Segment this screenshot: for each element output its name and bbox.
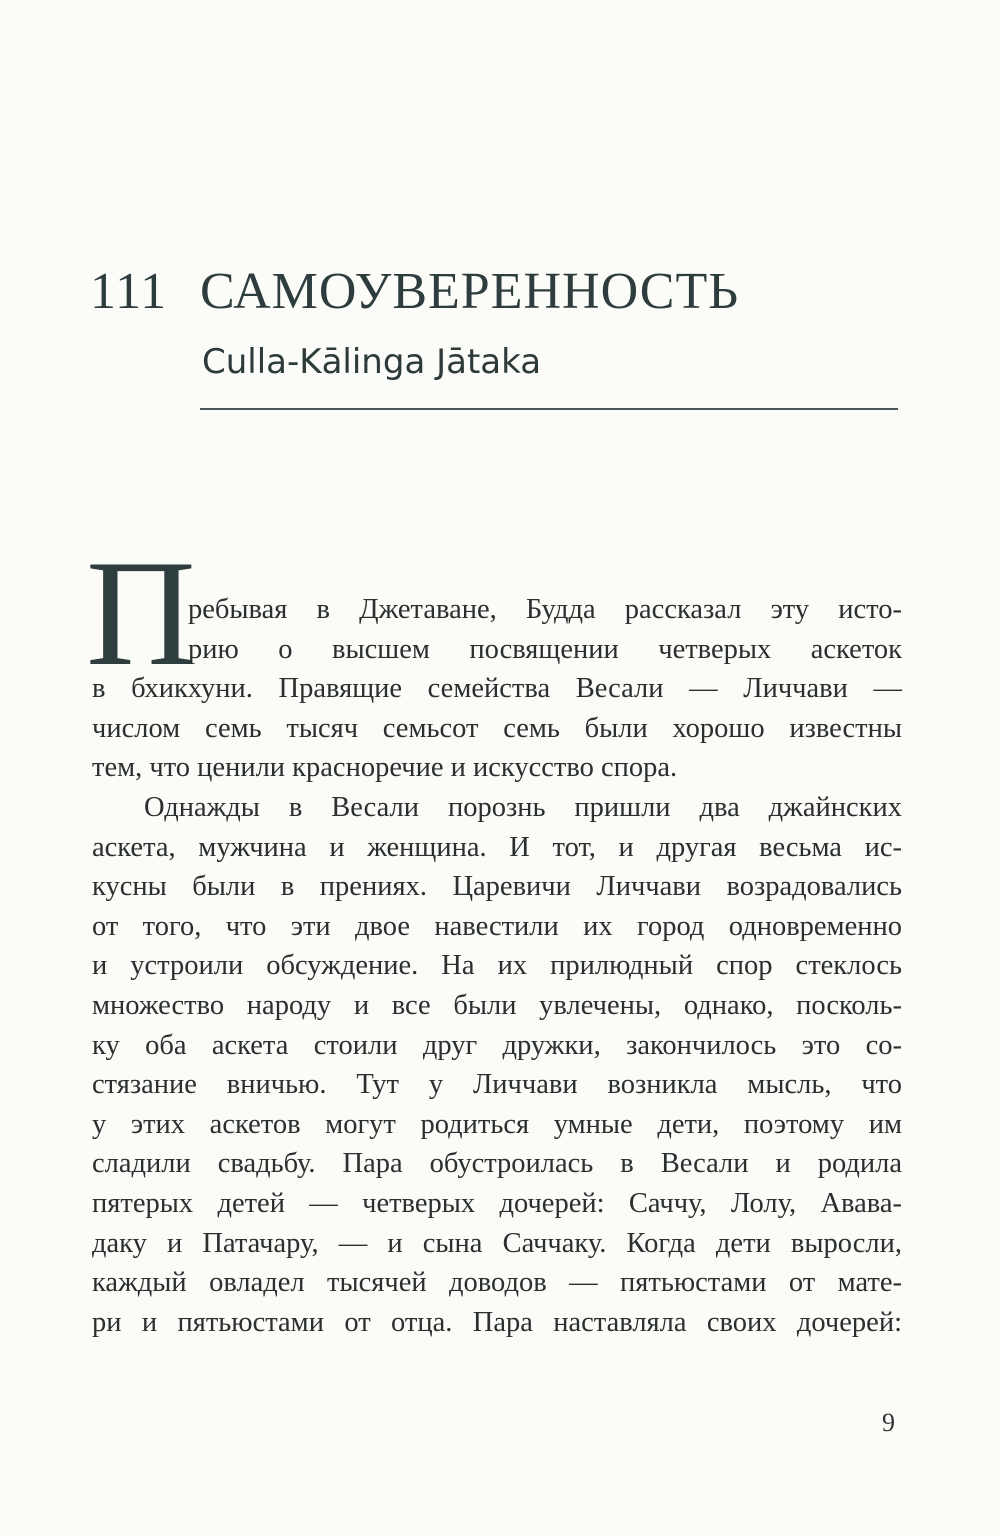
text-line: в бхикхуни. Правящие семейства Весали — Личчави — — [92, 673, 902, 705]
text-line: от того, что эти двое навестили их город одновременно — [92, 910, 902, 942]
text-line: даку и Патачару, — и сына Саччаку. Когда дети выросли, — [92, 1227, 902, 1259]
text-line: ребывая в Джетаване, Будда рассказал эту исто- — [188, 594, 902, 625]
text-line: ку оба аскета стоили друг дружки, закончилось это со- — [92, 1029, 902, 1061]
text-line: числом семь тысяч семьсот семь были хорошо известны — [92, 712, 902, 744]
body-text — [92, 590, 902, 1342]
text-line: множество народу и все были увлечены, однако, посколь- — [92, 989, 902, 1021]
title-divider — [200, 408, 898, 410]
text-line: тем, что ценили красноречие и искусство спора. — [92, 752, 678, 784]
text-line: и устроили обсуждение. На их прилюдный спор стеклось — [92, 950, 902, 982]
text-line: аскета, мужчина и женщина. И тот, и другая весьма ис- — [92, 831, 902, 863]
page-number: 9 — [882, 1408, 895, 1437]
chapter-title: САМОУВЕРЕННОСТЬ — [200, 263, 740, 320]
text-line: рию о высшем посвящении четверых аскеток — [188, 633, 902, 665]
chapter-subtitle: Culla-Kālinga Jātaka — [202, 342, 542, 382]
text-line: каждый овладел тысячей доводов — пятьюстами от мате- — [92, 1267, 902, 1299]
text-line: Однажды в Весали порознь пришли два джайнских — [144, 791, 902, 823]
text-line: кусны были в прениях. Царевичи Личчави возрадовались — [92, 871, 902, 903]
text-line: стязание вничью. Тут у Личчави возникла мысль, что — [92, 1069, 902, 1101]
drop-cap: П — [86, 529, 196, 697]
text-line: сладили свадьбу. Пара обустроилась в Весали и родила — [92, 1148, 902, 1180]
chapter-number: 111 — [90, 263, 168, 320]
text-line: пятерых детей — четверых дочерей: Саччу, Лолу, Авава- — [92, 1187, 902, 1219]
text-line: ри и пятьюстами от отца. Пара наставляла своих дочерей: — [92, 1306, 902, 1338]
text-line: у этих аскетов могут родиться умные дети, поэтому им — [92, 1108, 902, 1140]
